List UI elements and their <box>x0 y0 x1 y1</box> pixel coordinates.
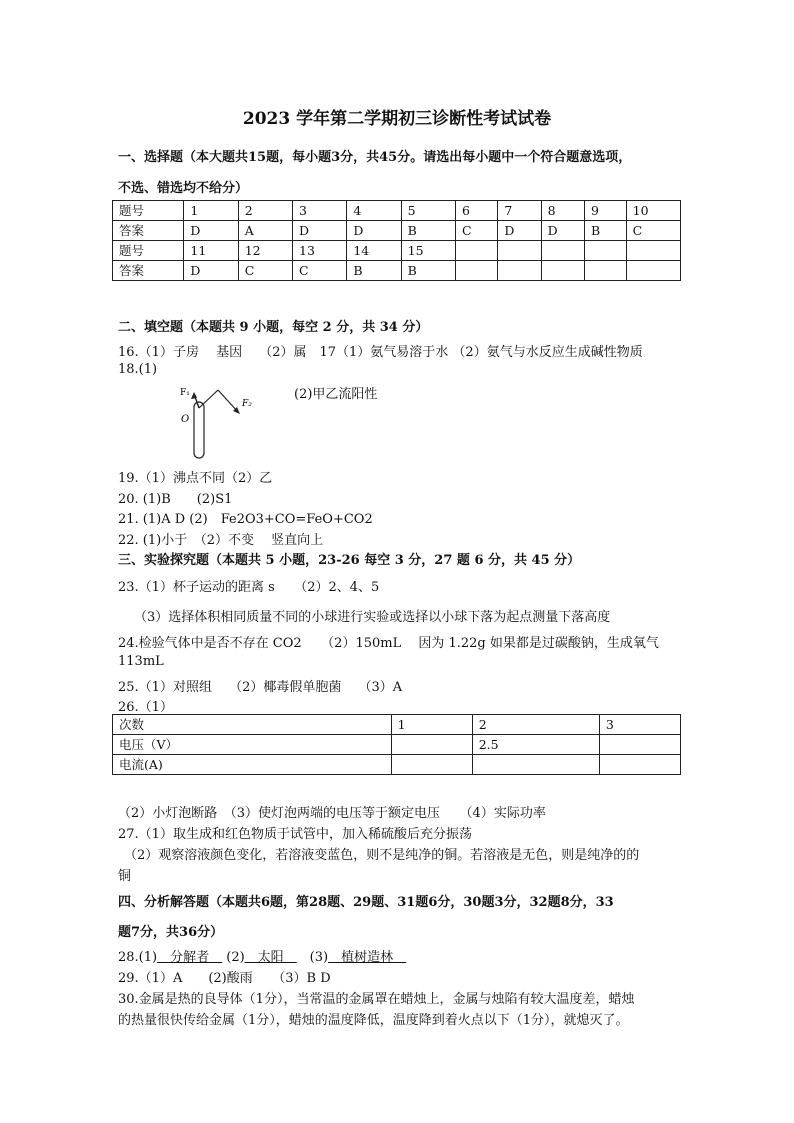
table-cell <box>541 241 584 261</box>
table-cell: 11 <box>184 241 238 261</box>
cylinder-rod <box>194 402 204 458</box>
table-cell: 电压（V） <box>113 735 392 755</box>
table-cell: B <box>401 261 455 281</box>
table-cell: 题号 <box>113 201 184 221</box>
table-cell: 5 <box>401 201 455 221</box>
table-cell: C <box>455 221 497 241</box>
table-cell <box>498 261 541 281</box>
table-row <box>113 715 681 735</box>
table-cell: 2.5 <box>472 735 599 755</box>
table-cell: 答案 <box>113 221 184 241</box>
answer-line-27-b: （2）观察溶液颜色变化，若溶液变蓝色，则不是纯净的铜。若溶液是无色，则是纯净的的 <box>124 848 640 863</box>
f1-arrowhead <box>191 392 197 399</box>
table-cell <box>391 755 472 775</box>
table-cell: 答案 <box>113 261 184 281</box>
table-cell <box>584 261 626 281</box>
table-row <box>113 261 681 281</box>
answer-28-sep1: (2) <box>222 950 245 965</box>
answer-line-18-2: (2)甲乙流阳性 <box>294 387 378 402</box>
answer-line-30: 30.金属是热的良导体（1分），当常温的金属罩在蜡烛上，金属与烛陷有较大温度差，蜡烛 <box>118 992 635 1007</box>
section4-heading-line2: 题7分，共36分） <box>118 925 224 940</box>
table-cell: C <box>293 261 347 281</box>
table-cell <box>391 735 472 755</box>
answer-line-19: 19.（1）沸点不同（2）乙 <box>118 471 273 486</box>
lever-arm-right <box>218 390 238 412</box>
answer-line-30-b: 的热量很快传给金属（1分），蜡烛的温度降低，温度降到着火点以下（1分），就熄灭了。 <box>118 1013 629 1028</box>
table-cell <box>626 241 680 261</box>
o-label: O <box>181 414 190 425</box>
table-cell: 8 <box>541 201 584 221</box>
table-cell: 3 <box>599 715 680 735</box>
answer-line-28 <box>118 946 406 965</box>
answer-28-prefix: 28.(1) <box>118 950 158 965</box>
table-cell: 题号 <box>113 241 184 261</box>
section4-heading-line1: 四、分析解答题（本题共6题，第28题、29题、31题6分，30题3分，32题8分，33 <box>118 895 614 910</box>
table-cell: 次数 <box>113 715 392 735</box>
answer-line-23-3: （3）选择体积相同质量不同的小球进行实验或选择以小球下落为起点测量下落高度 <box>134 610 611 625</box>
lever-arm-left <box>199 390 218 408</box>
answer-line-26-b: （2）小灯泡断路 （3）使灯泡两端的电压等于额定电压 （4）实际功率 <box>118 806 546 821</box>
section2-heading: 二、填空题（本题共 9 小题，每空 2 分，共 34 分） <box>118 320 429 335</box>
table-cell: 15 <box>401 241 455 261</box>
answer-line-21: 21. (1)A D (2) Fe2O3+CO=FeO+CO2 <box>118 512 373 527</box>
f1-label: F₁ <box>180 388 190 398</box>
answer-line-23: 23.（1）杯子运动的距离 s （2）2、4、5 <box>118 580 380 595</box>
answer-28-1: 分解者 <box>157 950 223 965</box>
table-row <box>113 241 681 261</box>
answer-line-20: 20. (1)B (2)S1 <box>118 492 233 507</box>
lever-figure <box>170 378 270 462</box>
answer-line-24: 24.检验气体中是否不存在 CO2 （2）150mL 因为 1.22g 如果都是过碳酸钠，生成氧气 <box>118 636 659 651</box>
table-cell: C <box>626 221 680 241</box>
data-table-26 <box>112 714 681 775</box>
table-cell: 电流(A) <box>113 755 392 775</box>
table-cell: 4 <box>347 201 401 221</box>
table-cell: B <box>401 221 455 241</box>
table-cell: B <box>347 261 401 281</box>
answer-line-25: 25.（1）对照组 （2）椰毒假单胞菌 （3）A <box>118 680 403 695</box>
table-cell <box>584 241 626 261</box>
answer-28-sep2: (3) <box>296 950 329 965</box>
answer-line-29: 29.（1）A (2)酸雨 （3）B D <box>118 971 331 986</box>
table-row <box>113 221 681 241</box>
f2-label: F₂ <box>242 399 252 409</box>
table-cell <box>541 261 584 281</box>
table-cell: 1 <box>184 201 238 221</box>
table-cell: D <box>184 221 238 241</box>
answer-line-26: 26.（1） <box>118 700 173 715</box>
table-cell: 13 <box>293 241 347 261</box>
answer-line-24-b: 113mL <box>118 654 164 669</box>
answer-line-27: 27.（1）取生成和红色物质于试管中，加入稀硫酸后充分振荡 <box>118 827 472 842</box>
table-cell: 6 <box>455 201 497 221</box>
table-cell: 12 <box>238 241 292 261</box>
table-row <box>113 735 681 755</box>
table-cell: D <box>184 261 238 281</box>
section3-heading <box>118 549 580 568</box>
table-cell <box>626 261 680 281</box>
table-cell: 7 <box>498 201 541 221</box>
table-row <box>113 201 681 221</box>
table-cell <box>599 735 680 755</box>
table-cell: 1 <box>391 715 472 735</box>
table-cell <box>498 241 541 261</box>
answer-28-2: 太阳 <box>244 950 297 965</box>
table-cell <box>455 241 497 261</box>
page-title: 2023 学年第二学期初三诊断性考试试卷 <box>242 109 552 129</box>
answer-line-27-c: 铜 <box>118 869 132 884</box>
table-cell: D <box>498 221 541 241</box>
table-cell: 2 <box>238 201 292 221</box>
answer-line-18: 18.(1) <box>118 362 158 377</box>
answer-table-choice <box>112 200 681 281</box>
table-cell: B <box>584 221 626 241</box>
section1-heading-line1: 一、选择题（本大题共15题，每小题3分，共45分。请选出每小题中一个符合题意选项， <box>118 150 632 165</box>
table-cell: C <box>238 261 292 281</box>
table-cell: 3 <box>293 201 347 221</box>
answer-28-3: 植树造林 <box>328 950 407 965</box>
table-cell: 10 <box>626 201 680 221</box>
table-cell: A <box>238 221 292 241</box>
table-cell: D <box>293 221 347 241</box>
table-row <box>113 755 681 775</box>
table-cell <box>472 755 599 775</box>
table-cell: 2 <box>472 715 599 735</box>
section1-heading-line2: 不选、错选均不给分） <box>118 181 249 196</box>
answer-line-16-17: 16.（1）子房 基因 （2）属 17（1）氨气易溶于水 （2）氨气与水反应生成碱性物质 <box>118 345 643 360</box>
answer-line-22: 22. (1)小于 （2）不变 竖直向上 <box>118 533 324 548</box>
table-cell <box>455 261 497 281</box>
table-cell: D <box>541 221 584 241</box>
section3-heading-text: 三、实验探究题（本题共 5 小题，23-26 每空 3 分，27 题 6 分，共 45 分） <box>118 553 581 568</box>
table-cell: 9 <box>584 201 626 221</box>
table-cell: 14 <box>347 241 401 261</box>
table-cell <box>599 755 680 775</box>
table-cell: D <box>347 221 401 241</box>
